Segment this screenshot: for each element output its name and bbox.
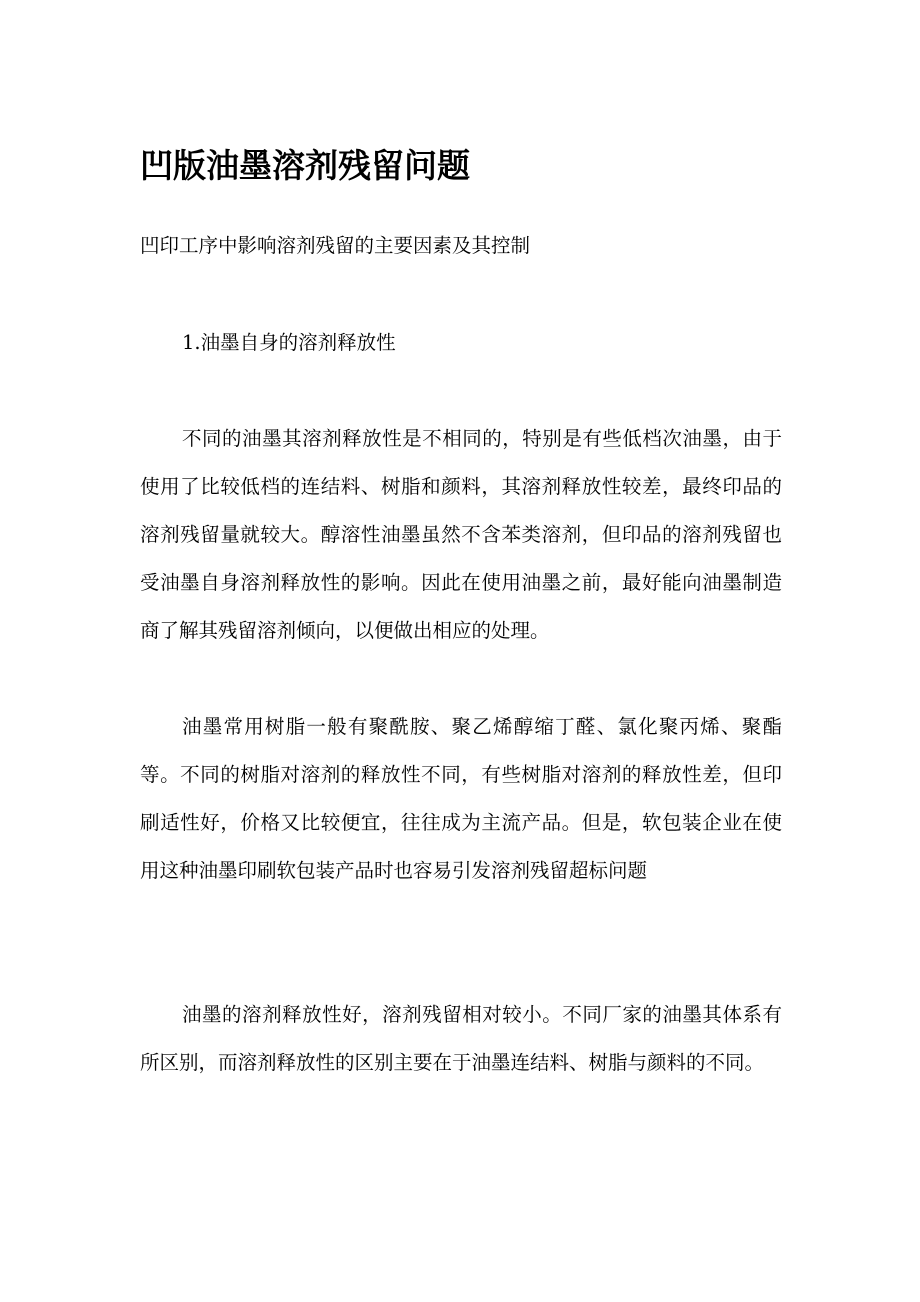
- section-heading: 1.油墨自身的溶剂释放性: [182, 331, 396, 354]
- paragraph-solvent-release: 不同的油墨其溶剂释放性是不相同的，特别是有些低档次油墨，由于使用了比较低档的连结料、树脂和颜料，其溶剂释放性较差，最终印品的溶剂残留量就较大。醇溶性油墨虽然不含苯类溶剂，但印品的溶剂残留也受油墨自身溶剂释放性的影响。因此在使用油墨之前，最好能向油墨制造商了解其残留溶剂倾向，以便做出相应的处理。: [140, 427, 782, 642]
- paragraph-ink-resins: 油墨常用树脂一般有聚酰胺、聚乙烯醇缩丁醛、氯化聚丙烯、聚酯等。不同的树脂对溶剂的释放性不同，有些树脂对溶剂的释放性差，但印刷适性好，价格又比较便宜，往往成为主流产品。但是，软包装企业在使用这种油墨印刷软包装产品时也容易引发溶剂残留超标问题: [140, 715, 782, 882]
- document-subtitle: 凹印工序中影响溶剂残留的主要因素及其控制: [140, 234, 531, 257]
- paragraph-ink-systems: 油墨的溶剂释放性好，溶剂残留相对较小。不同厂家的油墨其体系有所区别，而溶剂释放性的区别主要在于油墨连结料、树脂与颜料的不同。: [140, 1003, 782, 1074]
- document-title: 凹版油墨溶剂残留问题: [140, 146, 470, 185]
